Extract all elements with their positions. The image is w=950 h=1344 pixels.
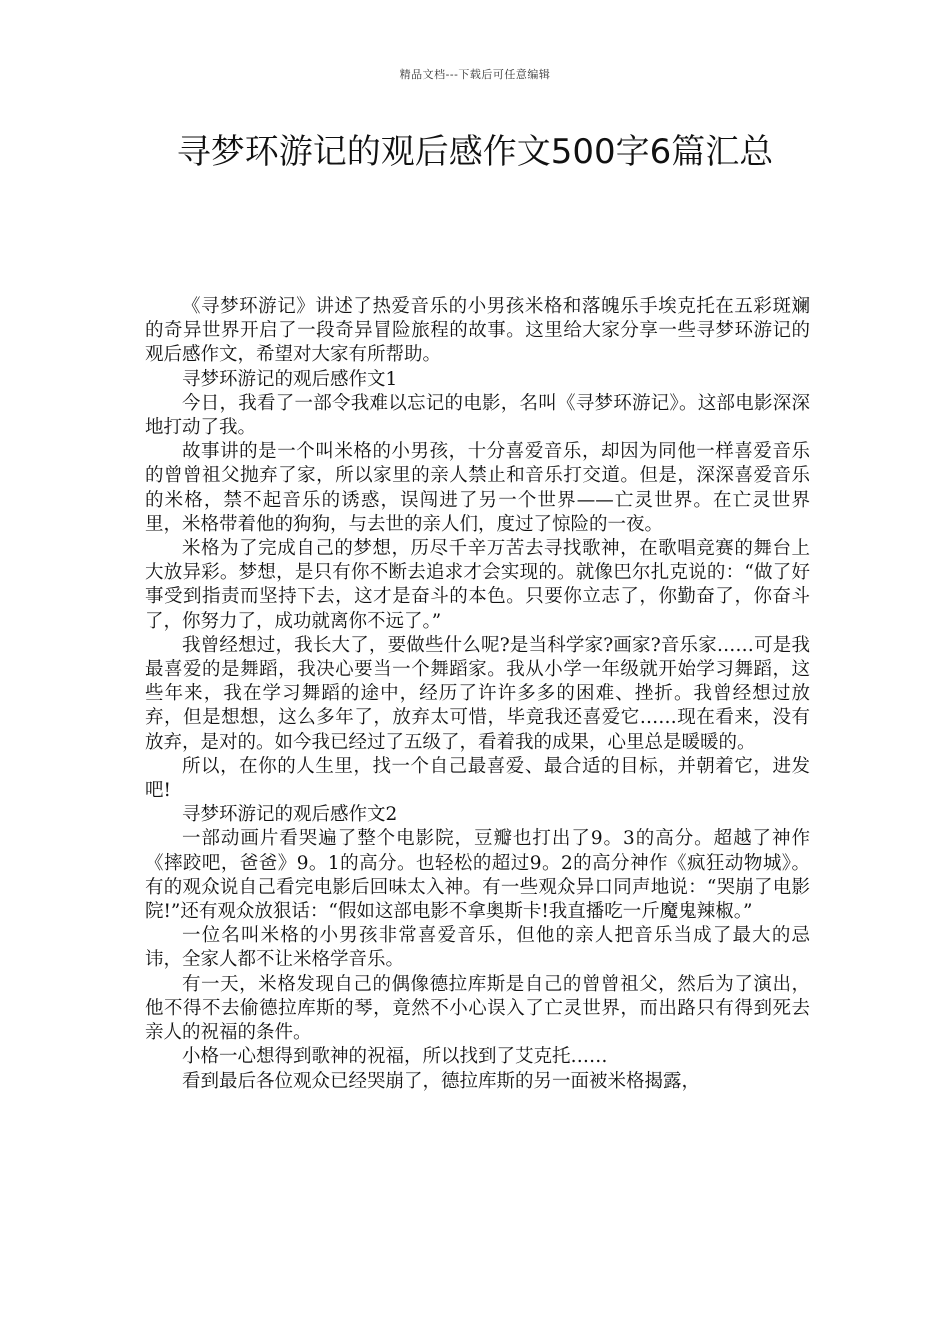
- section-heading-2: 寻梦环游记的观后感作文2: [182, 804, 398, 826]
- body-paragraph: 米格为了完成自己的梦想，历尽千辛万苦去寻找歌神，在歌唱竞赛的舞台上大放异彩。梦想，是只有你不断去追求才会实现的。就像巴尔扎克说的：“做了好事受到指责而坚持下去，这才是奋斗的本色。只要你立志了，你勤奋了，你奋斗了，你努力了，成功就离你不远了。”: [145, 538, 810, 632]
- body-paragraph: 今日，我看了一部令我难以忘记的电影，名叫《寻梦环游记》。这部电影深深地打动了我。: [145, 392, 810, 439]
- body-paragraph: 有一天，米格发现自己的偶像德拉库斯是自己的曾曾祖父，然后为了演出，他不得不去偷德拉库斯的琴，竟然不小心误入了亡灵世界，而出路只有得到死去亲人的祝福的条件。: [145, 973, 810, 1044]
- section-heading-1: 寻梦环游记的观后感作文1: [182, 368, 398, 390]
- body-paragraph: 故事讲的是一个叫米格的小男孩，十分喜爱音乐，却因为同他一样喜爱音乐的曾曾祖父抛弃了家，所以家里的亲人禁止和音乐打交道。但是，深深喜爱音乐的米格，禁不起音乐的诱惑，误闯进了另一个世界——亡灵世界。在亡灵世界里，米格带着他的狗狗，与去世的亲人们，度过了惊险的一夜。: [145, 441, 810, 535]
- body-paragraph: 我曾经想过，我长大了，要做些什么呢?是当科学家?画家?音乐家……可是我最喜爱的是舞蹈，我决心要当一个舞蹈家。我从小学一年级就开始学习舞蹈，这些年来，我在学习舞蹈的途中，经历了许许多多的困难、挫折。我曾经想过放弃，但是想想，这么多年了，放弃太可惜，毕竟我还喜爱它……现在看来，没有放弃，是对的。如今我已经过了五级了，看着我的成果，心里总是暖暖的。: [145, 634, 810, 753]
- body-paragraph: 所以，在你的人生里，找一个自己最喜爱、最合适的目标，并朝着它，进发吧!: [145, 755, 810, 802]
- body-paragraph: 小格一心想得到歌神的祝福，所以找到了艾克托……: [182, 1046, 608, 1068]
- body-paragraph: 一位名叫米格的小男孩非常喜爱音乐，但他的亲人把音乐当成了最大的忌讳，全家人都不让米格学音乐。: [145, 925, 810, 971]
- document-title: 寻梦环游记的观后感作文500字6篇汇总: [176, 132, 774, 172]
- document-body: [145, 295, 810, 1094]
- body-paragraph: 一部动画片看哭遍了整个电影院，豆瓣也打出了9。3的高分。超越了神作《摔跤吧，爸爸》9。1的高分。也轻松的超过9。2的高分神作《疯狂动物城》。有的观众说自己看完电影后回味太入神。有一些观众异口同声地说：“哭崩了电影院!”还有观众放狠话：“假如这部电影不拿奥斯卡!我直播吃一斤魔鬼辣椒。”: [145, 828, 810, 923]
- page-header-note: 精品文档---下载后可任意编辑: [399, 68, 551, 81]
- intro-paragraph: 《寻梦环游记》讲述了热爱音乐的小男孩米格和落魄乐手埃克托在五彩斑斓的奇异世界开启了一段奇异冒险旅程的故事。这里给大家分享一些寻梦环游记的观后感作文，希望对大家有所帮助。: [145, 296, 810, 366]
- body-paragraph: 看到最后各位观众已经哭崩了，德拉库斯的另一面被米格揭露，: [182, 1070, 701, 1092]
